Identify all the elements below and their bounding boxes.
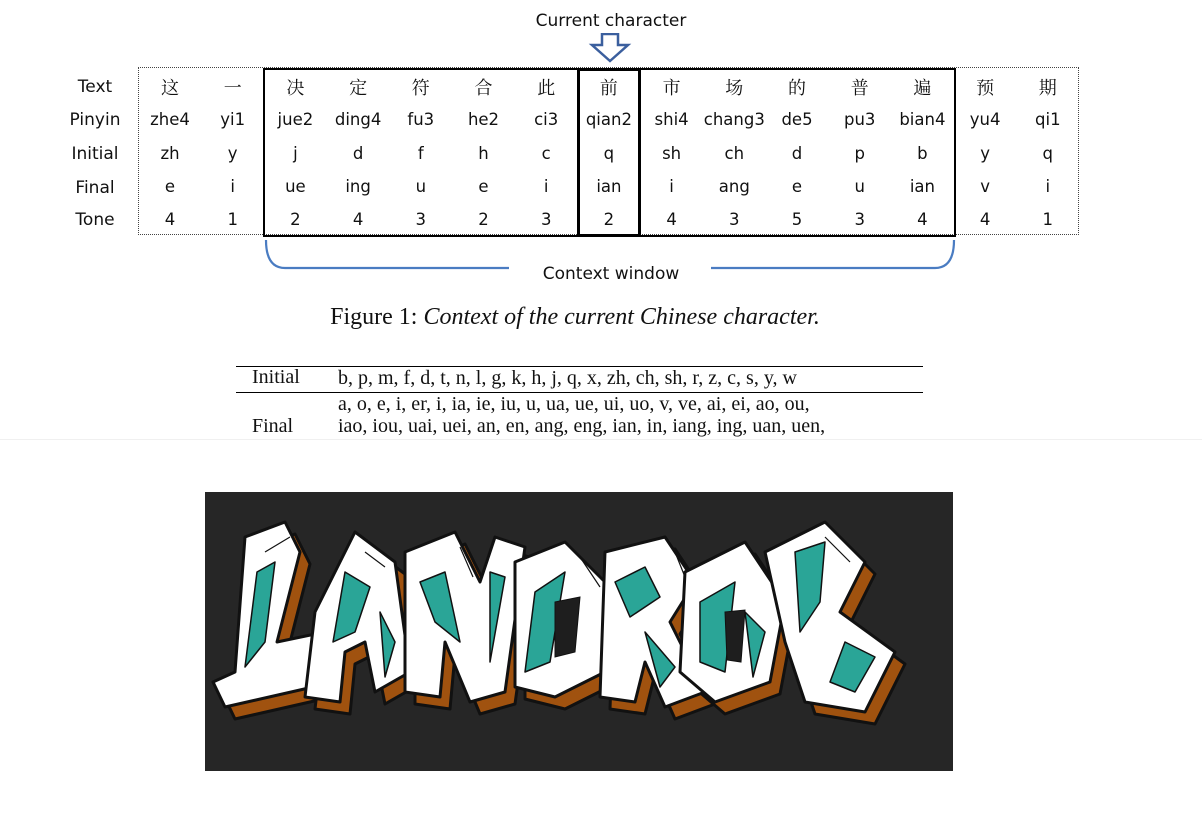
cell-tone-14: 1: [1042, 210, 1054, 229]
cell-initial-0: zh: [160, 144, 180, 163]
cell-text-3: 定: [349, 78, 368, 99]
row-label-tone: Tone: [75, 210, 115, 230]
cell-initial-3: d: [352, 144, 364, 163]
cell-final-8: i: [669, 177, 674, 196]
caption-text: Context of the current Chinese character.: [423, 304, 820, 330]
current-character-label: Current character: [535, 11, 687, 31]
cell-pinyin-0: zhe4: [150, 110, 190, 129]
cell-tone-1: 1: [227, 210, 238, 229]
cell-tone-7: 2: [603, 210, 615, 229]
cell-pinyin-10: de5: [781, 110, 813, 129]
cell-tone-6: 3: [540, 210, 552, 229]
cell-final-2: ue: [285, 177, 306, 196]
cell-initial-11: p: [854, 144, 865, 163]
final-values-line-2: iao, iou, uai, uei, an, en, ang, eng, ian, in, iang, ing, uan, uen,: [338, 415, 826, 437]
final-label: Final: [252, 415, 294, 437]
row-label-final: Final: [75, 178, 115, 198]
cell-final-11: u: [854, 177, 865, 196]
cell-tone-12: 4: [917, 210, 928, 229]
cell-initial-14: q: [1042, 144, 1054, 163]
row-label-text: Text: [77, 77, 113, 97]
cell-tone-13: 4: [979, 210, 991, 229]
cell-tone-11: 3: [854, 210, 865, 229]
cell-tone-2: 2: [290, 210, 301, 229]
cell-text-9: 场: [725, 78, 744, 99]
cell-final-13: v: [980, 177, 990, 196]
cell-text-12: 遍: [913, 78, 932, 99]
cell-pinyin-6: ci3: [534, 110, 559, 129]
cell-final-3: ing: [345, 177, 371, 196]
cell-pinyin-1: yi1: [220, 110, 246, 129]
cell-final-1: i: [230, 177, 235, 196]
cell-initial-10: d: [791, 144, 803, 163]
cell-text-2: 决: [286, 78, 305, 99]
cell-final-5: e: [478, 177, 489, 196]
cell-text-5: 合: [474, 78, 493, 99]
cell-tone-0: 4: [164, 210, 176, 229]
cell-tone-5: 2: [478, 210, 489, 229]
cell-initial-9: ch: [724, 144, 745, 163]
cell-initial-13: y: [980, 144, 990, 163]
cell-tone-3: 4: [352, 210, 364, 229]
cell-initial-12: b: [917, 144, 928, 163]
cell-final-14: i: [1045, 177, 1051, 196]
cell-final-10: e: [791, 177, 803, 196]
cell-initial-6: c: [541, 144, 551, 163]
context-window-label: Context window: [511, 264, 711, 284]
cell-text-4: 符: [411, 78, 430, 99]
cell-text-10: 的: [788, 78, 806, 99]
cell-pinyin-8: shi4: [654, 110, 689, 129]
cell-pinyin-3: ding4: [334, 110, 382, 129]
cell-text-6: 此: [537, 78, 556, 99]
cell-pinyin-2: jue2: [277, 110, 314, 129]
cell-tone-9: 3: [729, 210, 740, 229]
graffiti-artwork: [205, 492, 953, 771]
cell-pinyin-7: qian2: [585, 110, 632, 129]
cell-pinyin-11: pu3: [843, 110, 876, 129]
initial-values: b, p, m, f, d, t, n, l, g, k, h, j, q, x, zh, ch, sh, r, z, c, s, y, w: [338, 367, 797, 389]
row-label-pinyin: Pinyin: [69, 110, 121, 130]
final-values-line-1: a, o, e, i, er, i, ia, ie, iu, u, ua, ue, ui, uo, v, ve, ai, ei, ao, ou,: [338, 393, 810, 415]
cell-text-1: 一: [223, 78, 242, 99]
cell-initial-7: q: [603, 144, 615, 163]
down-arrow-icon: [588, 33, 632, 63]
cell-pinyin-4: fu3: [407, 110, 435, 129]
cell-text-11: 普: [850, 78, 869, 99]
initial-label: Initial: [252, 366, 300, 388]
cell-pinyin-12: bian4: [899, 110, 946, 129]
cell-initial-1: y: [227, 144, 238, 163]
cell-final-6: i: [543, 177, 549, 196]
cell-tone-4: 3: [415, 210, 427, 229]
cell-final-7: ian: [596, 177, 622, 196]
cell-initial-2: j: [293, 144, 298, 163]
cell-initial-4: f: [417, 144, 424, 163]
cell-tone-10: 5: [791, 210, 803, 229]
cell-text-7: 前: [599, 78, 618, 99]
initials-finals-table: [0, 360, 1202, 440]
cell-text-13: 预: [976, 78, 995, 99]
figure-caption: [0, 304, 1150, 331]
cell-text-8: 市: [662, 78, 681, 99]
cell-text-0: 这: [161, 78, 179, 99]
cell-final-9: ang: [718, 177, 750, 196]
row-label-initial: Initial: [71, 144, 119, 164]
cell-pinyin-13: yu4: [969, 110, 1001, 129]
graffiti-letters-image: [205, 492, 953, 771]
cell-text-14: 期: [1038, 78, 1057, 99]
crop-edge: [0, 439, 1202, 440]
figure-1: [0, 0, 1202, 330]
cell-initial-8: sh: [662, 144, 682, 163]
cell-pinyin-9: chang3: [703, 110, 765, 129]
cell-initial-5: h: [478, 144, 489, 163]
cell-tone-8: 4: [666, 210, 677, 229]
cell-final-4: u: [415, 177, 427, 196]
cell-final-0: e: [164, 177, 176, 196]
caption-prefix: Figure 1:: [330, 304, 418, 330]
cell-pinyin-5: he2: [467, 110, 500, 129]
cell-final-12: ian: [909, 177, 935, 196]
cell-pinyin-14: qi1: [1035, 110, 1061, 129]
